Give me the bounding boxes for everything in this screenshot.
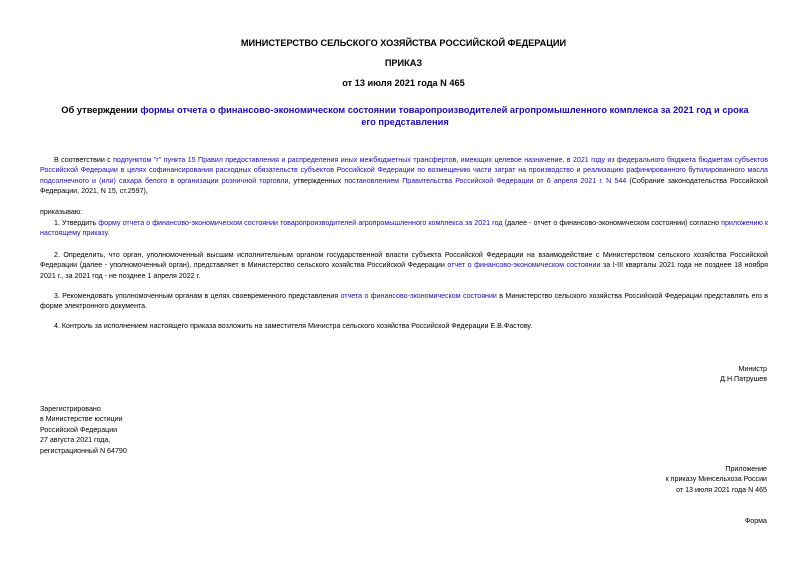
item2-text-1: 2. Определить, что орган, уполномоченный высшим исполнительным органом государственной власти субъекта Российской Федерации на взаимодействие с Министерством сельского хозяйства Российской Федерации (далее - уполномоченный орган), представляет в Министерство сельского хозяйства Российской Федерации	[40, 251, 768, 270]
item1-text-3: .	[107, 229, 110, 238]
item-3-paragraph	[40, 291, 768, 312]
item-4-paragraph: 4. Контроль за исполнением настоящего приказа возложить на заместителя Министра сельского хозяйства Российской Федерации Е.В.Фастову.	[54, 322, 533, 330]
doc-date-number: от 13 июля 2021 года N 465	[342, 78, 465, 88]
registration-line: в Министерстве юстиции	[40, 415, 123, 424]
preamble-link-decree[interactable]: постановлением Правительства Российской Федерации от 6 апреля 2021 г. N 544	[344, 176, 627, 185]
preamble-text-2: , утвержденных	[288, 176, 345, 185]
appendix-block	[666, 464, 767, 495]
item3-text-1: 3. Рекомендовать уполномоченным органам в целях своевременного представления	[54, 292, 341, 300]
title-link[interactable]: формы отчета о финансово-экономическом состоянии товаропроизводителей агропромышленного комплекса за 2021 год и срока его представления	[140, 105, 749, 127]
preamble-text-1: В соответствии с	[54, 156, 114, 164]
item1-link-appendix[interactable]: приложению к настоящему приказу	[40, 219, 769, 238]
signature-name: Д.Н.Патрушев	[720, 375, 767, 384]
item-1-paragraph	[40, 218, 768, 239]
page-title	[60, 104, 750, 128]
item1-text-1: 1. Утвердить	[54, 219, 99, 227]
signature-position: Министр	[738, 365, 767, 373]
title-prefix: Об утверждении	[61, 105, 141, 115]
ministry-header: МИНИСТЕРСТВО СЕЛЬСКОГО ХОЗЯЙСТВА РОССИЙСКОЙ ФЕДЕРАЦИИ	[240, 38, 567, 48]
forma-label: Форма	[744, 517, 767, 525]
preamble-paragraph	[40, 155, 768, 197]
registration-line: регистрационный N 64790	[40, 446, 127, 455]
preamble-link-rules[interactable]: подпунктом "г" пункта 15 Правил предоставления и распределения иных межбюджетных трансфертов, имеющих целевое назначение, в 2021 году из федерального бюджета бюджетам субъектов Российской Федерации в целях софинансирования расходных обязательств субъектов Российской Федерации по возмещению части затрат на производство и реализацию рафинированного бутилированного масла подсолнечного и (или) сахара белого в организации розничной торговли	[40, 156, 768, 185]
preamble-text-3: (Собрание законодательства Российской Федерации, 2021, N 15, ст.2597),	[40, 176, 768, 196]
doc-type: ПРИКАЗ	[384, 58, 423, 68]
signature-block	[720, 364, 767, 385]
registration-line: Российской Федерации	[40, 425, 118, 434]
item1-text-2: (далее - отчет о финансово-экономическом состоянии) согласно	[502, 219, 722, 227]
registration-line: Зарегистрировано	[40, 405, 101, 413]
registration-line: 27 августа 2021 года,	[40, 436, 111, 445]
appendix-line: от 13 июля 2021 года N 465	[676, 485, 767, 494]
item1-link-form[interactable]: форму отчета о финансово-экономическом состоянии товаропроизводителей агропромышленного комплекса за 2021 год	[98, 219, 503, 227]
appendix-line: к приказу Минсельхоза России	[665, 475, 767, 484]
prikazyvayu: приказываю:	[40, 208, 83, 216]
item3-link-report[interactable]: отчета о финансово-экономическом состоянии	[340, 292, 497, 300]
registration-block	[40, 404, 127, 456]
appendix-line: Приложение	[725, 465, 767, 473]
item2-link-report[interactable]: отчет о финансово-экономическом состоянии	[447, 261, 601, 270]
item3-text-2: в Министерство сельского хозяйства Российской Федерации представлять его в форме электронного документа.	[40, 292, 769, 311]
item-2-paragraph	[40, 250, 768, 281]
item2-text-2: за I-III кварталы 2021 года не позднее 18 ноября 2021 г., за 2021 год - не позднее 1 апреля 2022 г.	[40, 261, 769, 280]
